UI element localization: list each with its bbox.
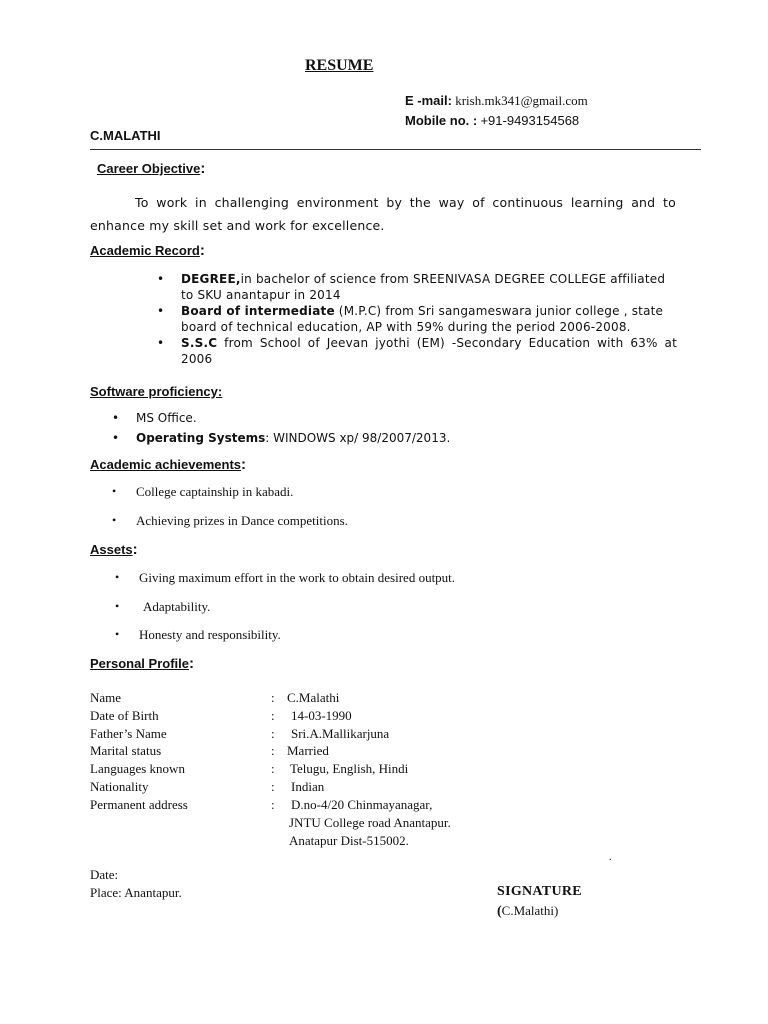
email-line <box>405 93 588 109</box>
bullet-icon: • <box>157 272 165 286</box>
profile-label-address: Permanent address <box>90 797 188 812</box>
profile-value-address: D.no-4/20 Chinmayanagar, <box>291 797 433 812</box>
item-text: : WINDOWS xp/ 98/2007/2013. <box>265 431 451 445</box>
profile-value-address-line2: JNTU College road Anantapur. <box>289 815 451 830</box>
profile-label-name: Name <box>90 690 122 705</box>
personal-profile-heading-text: Personal Profile <box>90 656 189 671</box>
signature-name <box>497 903 558 920</box>
bullet-icon: • <box>115 627 120 641</box>
profile-value-father: Sri.A.Mallikarjuna <box>291 726 390 741</box>
signature-title: SIGNATURE <box>497 884 582 899</box>
profile-label-dob: Date of Birth <box>90 708 159 723</box>
bullet-icon: • <box>157 304 165 318</box>
candidate-name: C.MALATHI <box>90 128 161 143</box>
heading-colon: : <box>200 160 206 177</box>
item-text: Adaptability. <box>143 599 211 614</box>
stray-mark: . <box>609 852 612 863</box>
profile-value-address-line3: Anatapur Dist-515002. <box>289 833 409 848</box>
academic-record-heading-text: Academic Record <box>90 243 200 258</box>
personal-profile-heading <box>90 655 194 672</box>
career-objective-text <box>90 191 676 237</box>
software-heading-text: Software proficiency: <box>90 384 223 399</box>
list-item <box>112 408 450 428</box>
heading-colon: : <box>132 541 138 558</box>
profile-label-marital: Marital status <box>90 743 162 758</box>
list-item <box>115 599 211 615</box>
profile-colon: : <box>271 743 275 758</box>
career-objective-heading-text: Career Objective <box>97 161 201 176</box>
resume-title: RESUME <box>305 57 374 74</box>
item-bold: S.S.C <box>181 336 218 350</box>
item-text: (M.P.C) from Sri sangameswara junior college , state board of technical education, AP with 59% during the period 2006-2008. <box>181 304 664 334</box>
mobile-value: +91-9493154568 <box>480 113 580 128</box>
header-divider <box>90 149 701 150</box>
list-item <box>112 428 451 448</box>
list-item <box>157 271 677 303</box>
signature-paren: ( <box>497 904 502 919</box>
profile-value-dob: 14-03-1990 <box>291 708 352 723</box>
item-text: MS Office. <box>136 411 197 425</box>
signature-name-text: C.Malathi) <box>501 903 559 918</box>
list-item <box>157 303 677 335</box>
profile-label-nationality: Nationality <box>90 779 149 794</box>
profile-value-nationality: Indian <box>291 779 325 794</box>
profile-value-name: C.Malathi <box>287 690 340 705</box>
bullet-icon: • <box>115 599 120 613</box>
bullet-icon: • <box>112 431 120 445</box>
list-item <box>115 627 281 643</box>
profile-colon: : <box>271 779 275 794</box>
item-bold: Operating Systems <box>136 431 266 445</box>
list-item <box>157 335 677 367</box>
bullet-icon: • <box>112 484 117 498</box>
bullet-icon: • <box>115 570 120 584</box>
heading-colon: : <box>199 242 205 259</box>
achievements-heading <box>90 456 246 473</box>
item-text: Honesty and responsibility. <box>139 627 281 642</box>
item-text: from School of Jeevan jyothi (EM) -Secondary Education with 63% at 2006 <box>181 336 677 366</box>
bullet-icon: • <box>112 411 120 425</box>
software-heading <box>90 384 222 399</box>
mobile-line <box>405 113 579 129</box>
profile-colon: : <box>271 761 275 776</box>
achievements-heading-text: Academic achievements <box>90 457 242 472</box>
software-list <box>112 408 451 448</box>
date-label: Date: <box>90 867 119 882</box>
item-text: Achieving prizes in Dance competitions. <box>136 513 348 528</box>
item-text: College captainship in kabadi. <box>136 484 294 499</box>
bullet-icon: • <box>157 336 165 350</box>
assets-heading <box>90 541 138 558</box>
profile-colon: : <box>271 690 275 705</box>
profile-colon: : <box>271 708 275 723</box>
place-label: Place: Anantapur. <box>90 885 182 900</box>
list-item <box>115 570 456 586</box>
bullet-icon: • <box>112 513 117 527</box>
heading-colon: : <box>188 655 194 672</box>
profile-value-marital: Married <box>287 743 329 758</box>
academic-record-heading <box>90 242 205 259</box>
list-item <box>112 513 348 529</box>
assets-heading-text: Assets <box>90 542 133 557</box>
mobile-label: Mobile no. : <box>405 113 478 128</box>
career-objective-heading <box>97 160 205 177</box>
email-label: E -mail: <box>405 93 452 108</box>
profile-colon: : <box>271 726 275 741</box>
item-bold: Board of intermediate <box>181 304 335 318</box>
profile-label-father: Father’s Name <box>90 726 167 741</box>
item-text: in bachelor of science from SREENIVASA DEGREE COLLEGE affiliated to SKU anantapur in 2014 <box>181 272 666 302</box>
academic-record-list <box>157 271 677 367</box>
profile-colon: : <box>271 797 275 812</box>
profile-value-languages: Telugu, English, Hindi <box>290 761 409 776</box>
email-value: krish.mk341@gmail.com <box>455 93 588 108</box>
profile-label-languages: Languages known <box>90 761 185 776</box>
item-text: Giving maximum effort in the work to obtain desired output. <box>139 570 456 585</box>
heading-colon: : <box>241 456 247 473</box>
career-objective-body: To work in challenging environment by the way of continuous learning and to enhance my skill set and work for excellence. <box>90 195 676 233</box>
list-item <box>112 484 294 500</box>
item-bold: DEGREE, <box>181 272 241 286</box>
